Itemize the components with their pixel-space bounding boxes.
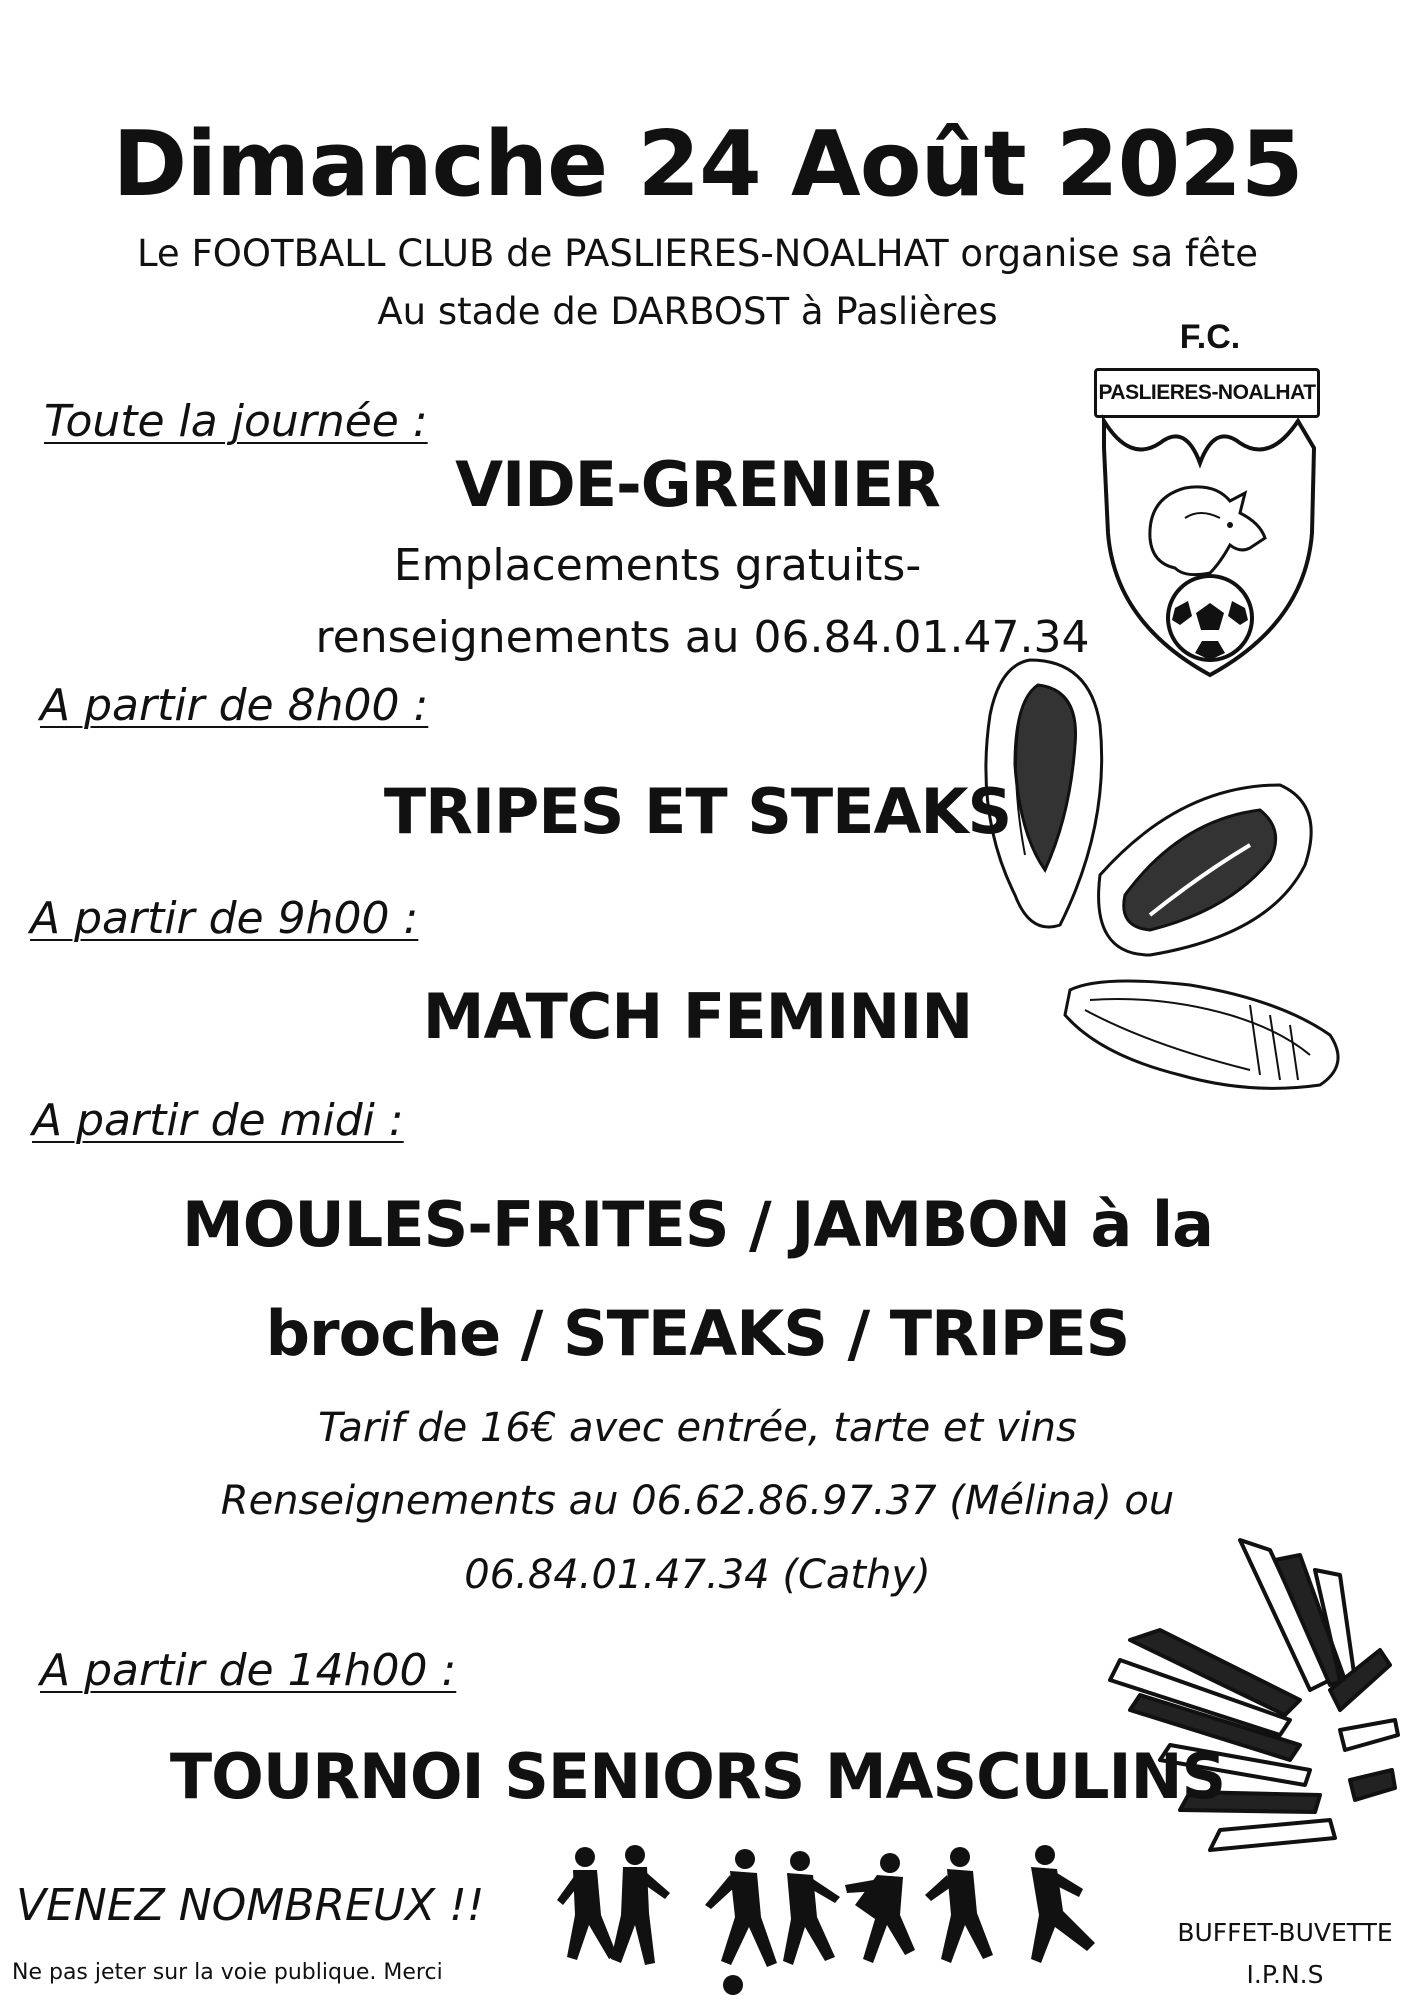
time-all-day: Toute la journée :: [44, 396, 428, 447]
menu-contact-1: Renseignements au 06.62.86.97.37 (Mélina) ou: [220, 1478, 1175, 1524]
time-8h00: A partir de 8h00 :: [40, 680, 429, 731]
menu-price: Tarif de 16€ avec entrée, tarte et vins: [318, 1405, 1077, 1451]
logo-fc-text: F.C.: [1179, 318, 1241, 356]
ipns-label: I.P.N.S: [1246, 1960, 1324, 1989]
football-players-silhouette-icon: [555, 1845, 1115, 2005]
event-date: Dimanche 24 Août 2025: [112, 112, 1303, 217]
time-9h00: A partir de 9h00 :: [30, 893, 419, 944]
time-midi: A partir de midi :: [32, 1095, 404, 1146]
vide-grenier-desc-2: renseignements au 06.84.01.47.34: [315, 612, 1090, 663]
vide-grenier-desc-1: Emplacements gratuits-: [393, 540, 922, 591]
organizer-line: Le FOOTBALL CLUB de PASLIERES-NOALHAT organise sa fête: [136, 232, 1259, 275]
time-14h00: A partir de 14h00 :: [40, 1645, 457, 1696]
title-match-feminin: MATCH FEMININ: [422, 980, 973, 1053]
title-tripes-steaks: TRIPES ET STEAKS: [383, 775, 1012, 848]
title-menu-line-1: MOULES-FRITES / JAMBON à la: [182, 1188, 1213, 1261]
call-to-action: VENEZ NOMBREUX !!: [16, 1880, 485, 1931]
title-menu-line-2: broche / STEAKS / TRIPES: [265, 1297, 1130, 1370]
venue-line: Au stade de DARBOST à Paslières: [377, 290, 998, 333]
menu-contact-2: 06.84.01.47.34 (Cathy): [464, 1552, 931, 1598]
logo-banner: PASLIERES-NOALHAT: [1094, 368, 1320, 418]
title-vide-grenier: VIDE-GRENIER: [455, 448, 940, 521]
title-tournoi: TOURNOI SENIORS MASCULINS: [169, 1740, 1226, 1813]
litter-notice: Ne pas jeter sur la voie publique. Merci: [12, 1960, 443, 1985]
buffet-label: BUFFET-BUVETTE: [1177, 1918, 1393, 1947]
